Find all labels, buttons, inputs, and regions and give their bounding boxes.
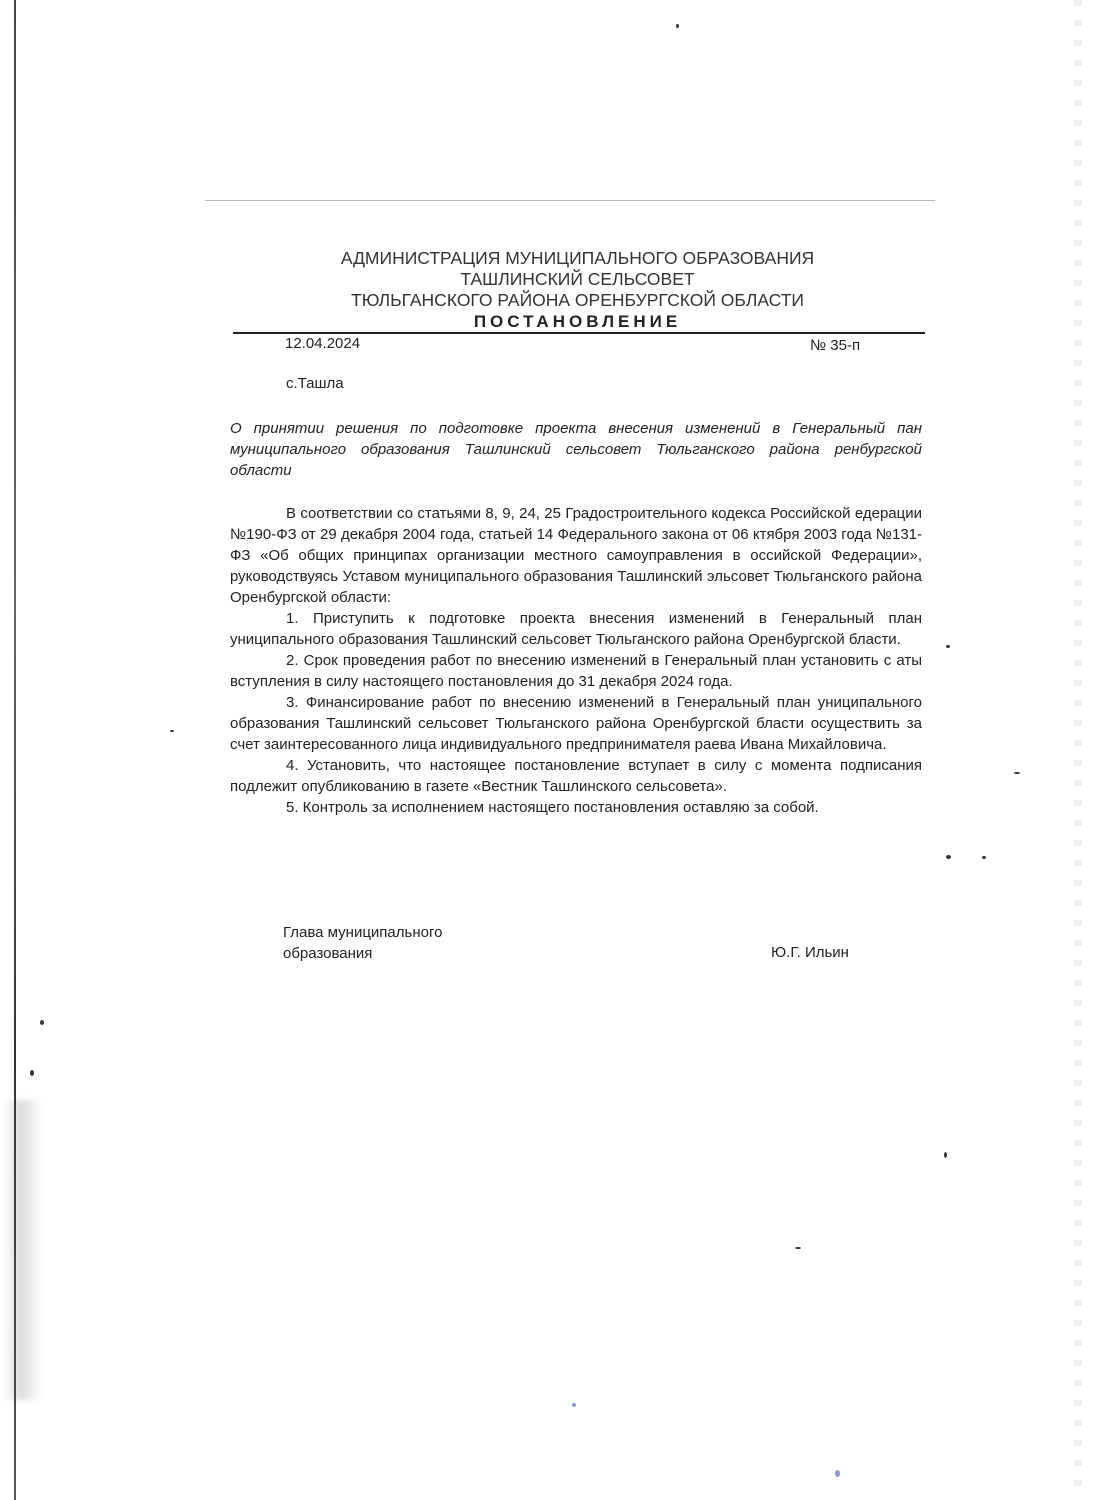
item-3: 3. Финансирование работ по внесению изменений в Генеральный план униципального образования Ташлинский сельсовет Тюльганского района Оренбургской бласти осуществить за счет заинтересованного лица индивидуального предпринимателя раева Ивана Михайловича. xyxy=(230,694,922,753)
scan-speck xyxy=(170,730,174,732)
scan-right-edge xyxy=(1074,0,1082,1500)
scan-speck xyxy=(30,1070,34,1076)
scan-speck xyxy=(944,1152,947,1158)
scan-smudge xyxy=(2,1100,42,1400)
scan-speck xyxy=(946,645,950,648)
signature-title-line-1: Глава муниципального xyxy=(283,924,443,941)
header-line-2: ТАШЛИНСКИЙ СЕЛЬСОВЕТ xyxy=(460,269,695,289)
document-body xyxy=(230,503,922,818)
document-number: № 35-п xyxy=(810,337,861,354)
scan-speck xyxy=(795,1247,801,1249)
scan-speck xyxy=(946,855,951,859)
signature-title xyxy=(283,922,442,964)
document-date: 12.04.2024 xyxy=(285,335,361,352)
header-line-1: АДМИНИСТРАЦИЯ МУНИЦИПАЛЬНОГО ОБРАЗОВАНИЯ xyxy=(340,248,815,268)
signature-name: Ю.Г. Ильин xyxy=(771,944,849,961)
scan-speck xyxy=(1014,772,1020,774)
preamble-paragraph: В соответствии со статьями 8, 9, 24, 25 Градостроительного кодекса Российской едерации №190-ФЗ от 29 декабря 2004 года, статьей 14 Федерального закона от 06 ктября 2003 года №131-ФЗ «Об общих принципах организации местного самоуправления в оссийской Федерации», руководствуясь Уставом муниципального образования Ташлинский эльсовет Тюльганского района Оренбургской области: xyxy=(230,505,922,606)
scan-speck xyxy=(835,1470,840,1477)
header-line-3: ТЮЛЬГАНСКОГО РАЙОНА ОРЕНБУРГСКОЙ ОБЛАСТИ xyxy=(351,290,804,310)
item-1: 1. Приступить к подготовке проекта внесения изменений в Генеральный план униципального образования Ташлинский сельсовет Тюльганского района Оренбургской бласти. xyxy=(230,610,922,648)
document-header xyxy=(230,248,925,332)
scan-speck xyxy=(40,1020,44,1025)
scan-speck xyxy=(982,856,986,859)
decree-title: ПОСТАНОВЛЕНИЕ xyxy=(473,312,682,331)
scan-speck xyxy=(676,24,679,28)
signature-title-line-2: образования xyxy=(283,945,373,962)
document-subject: О принятии решения по подготовке проекта внесения изменений в Генеральный пан муниципального образования Ташлинский сельсовет Тюльганского района ренбургской области xyxy=(230,420,922,479)
top-divider xyxy=(205,200,935,201)
header-divider xyxy=(233,332,925,334)
scan-speck xyxy=(572,1403,576,1407)
item-4: 4. Установить, что настоящее постановление вступает в силу с момента подписания подлежит опубликованию в газете «Вестник Ташлинского сельсовета». xyxy=(230,757,922,795)
item-5: 5. Контроль за исполнением настоящего постановления оставляю за собой. xyxy=(286,799,819,816)
document-place: с.Ташла xyxy=(286,375,344,392)
item-2: 2. Срок проведения работ по внесению изменений в Генеральный план установить с аты вступления в силу настоящего постановления до 31 декабря 2024 года. xyxy=(230,652,922,690)
